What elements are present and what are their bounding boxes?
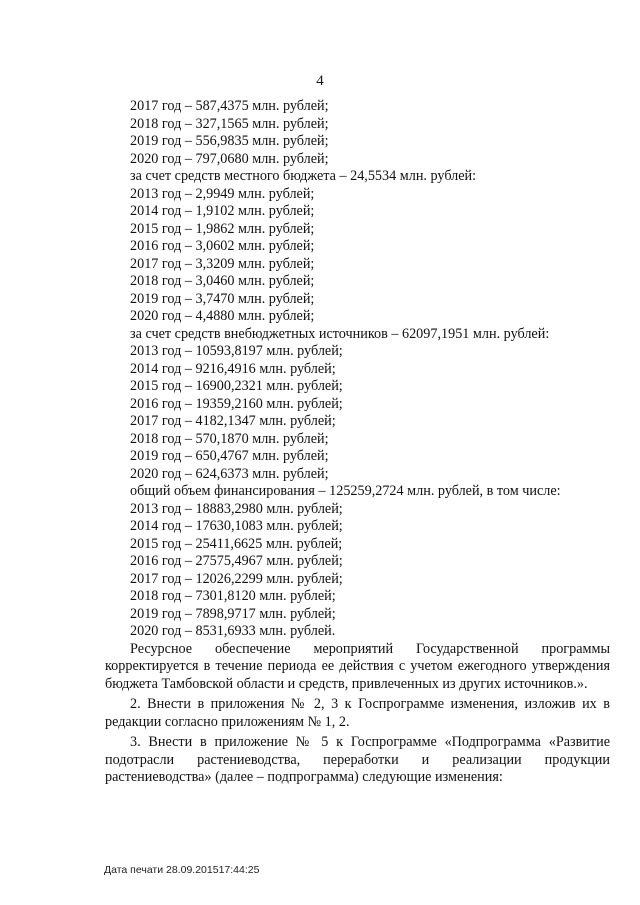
funding-line: 2019 год – 556,9835 млн. рублей; [130, 133, 329, 149]
funding-line: 2014 год – 9216,4916 млн. рублей; [130, 360, 336, 377]
funding-line: 2017 год – 12026,2299 млн. рублей; [130, 570, 343, 587]
funding-line: 2017 год – 4182,1347 млн. рублей; [130, 413, 336, 429]
paragraph: 2. Внести в приложения № 2, 3 к Госпрограмме изменения, изложив их в редакции согласно приложениям № 1, 2. [105, 696, 610, 730]
funding-line: 2015 год – 1,9862 млн. рублей; [130, 220, 315, 237]
funding-line: 2020 год – 797,0680 млн. рублей; [130, 150, 329, 167]
funding-line: 2019 год – 650,4767 млн. рублей; [130, 448, 329, 464]
funding-line: 2013 год – 2,9949 млн. рублей; [130, 185, 315, 202]
funding-line: 2020 год – 8531,6933 млн. рублей. [130, 623, 336, 639]
funding-line: за счет средств местного бюджета – 24,5534 млн. рублей: [130, 168, 477, 184]
print-date-footer: Дата печати 28.09.201517:44:25 [104, 864, 260, 876]
funding-line: 2015 год – 25411,6625 млн. рублей; [130, 535, 343, 552]
funding-line: 2017 год – 3,3209 млн. рублей; [130, 255, 315, 272]
funding-line: 2015 год – 16900,2321 млн. рублей; [130, 378, 343, 394]
document-body [105, 98, 610, 787]
funding-lines [105, 98, 610, 641]
funding-line: 2014 год – 17630,1083 млн. рублей; [130, 518, 343, 534]
funding-line: общий объем финансирования – 125259,2724 млн. рублей, в том числе: [130, 483, 561, 499]
funding-line: 2016 год – 27575,4967 млн. рублей; [130, 553, 343, 569]
funding-line: 2014 год – 1,9102 млн. рублей; [130, 203, 315, 219]
funding-line: 2018 год – 327,1565 млн. рублей; [130, 115, 329, 132]
funding-line: 2019 год – 3,7470 млн. рублей; [130, 290, 315, 307]
funding-line: 2013 год – 18883,2980 млн. рублей; [130, 500, 343, 517]
funding-line: 2016 год – 3,0602 млн. рублей; [130, 238, 315, 254]
funding-line: 2019 год – 7898,9717 млн. рублей; [130, 605, 336, 622]
funding-line: 2020 год – 624,6373 млн. рублей; [130, 465, 329, 482]
funding-line: 2020 год – 4,4880 млн. рублей; [130, 308, 315, 324]
funding-line: 2018 год – 3,0460 млн. рублей; [130, 273, 315, 289]
funding-line: 2013 год – 10593,8197 млн. рублей; [130, 343, 343, 359]
funding-line: 2018 год – 570,1870 млн. рублей; [130, 430, 329, 447]
paragraph: 3. Внести в приложение № 5 к Госпрограмме «Подпрограмма «Развитие подотрасли растениеводства, переработки и реализации продукции растениеводства» (далее – подпрограмма) следующие изменения: [105, 734, 610, 785]
paragraph: Ресурсное обеспечение мероприятий Государственной программы корректируется в течение периода ее действия с учетом ежегодного утверждения бюджета Тамбовской области и средств, привлеченных из других источников.». [105, 640, 610, 692]
funding-line: 2016 год – 19359,2160 млн. рублей; [130, 395, 343, 412]
funding-line: 2018 год – 7301,8120 млн. рублей; [130, 588, 336, 604]
funding-line: за счет средств внебюджетных источников – 62097,1951 млн. рублей: [130, 325, 550, 342]
document-paragraphs [105, 641, 610, 787]
funding-line: 2017 год – 587,4375 млн. рублей; [130, 98, 329, 114]
page-number: 4 [316, 73, 324, 89]
